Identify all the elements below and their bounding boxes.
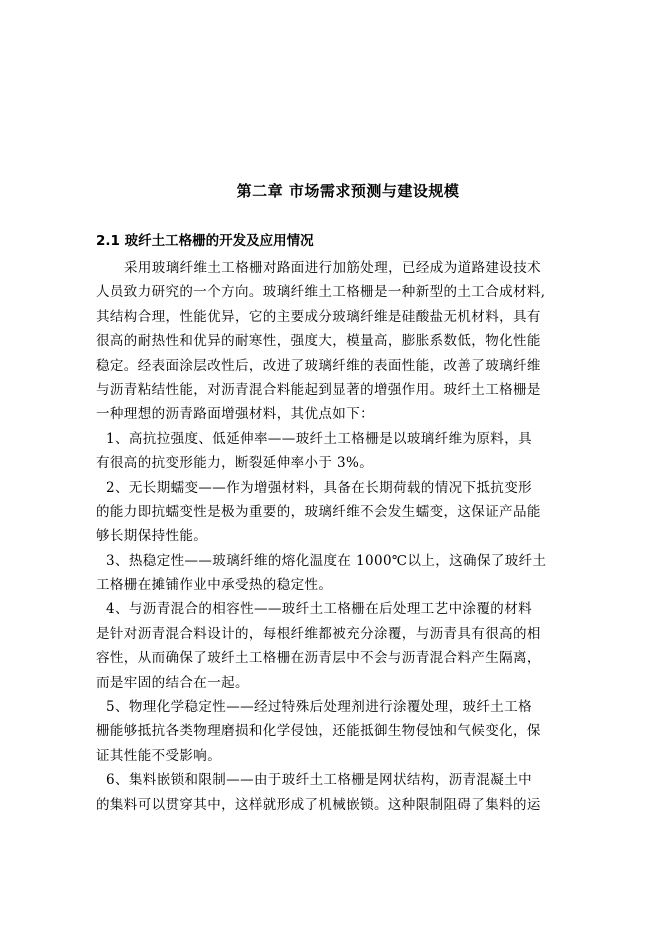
list-item-line: 6、集料嵌锁和限制——由于玻纤土工格栅是网状结构，沥青混凝土中 bbox=[106, 772, 532, 789]
paragraph-line: 稳定。经表面涂层改性后，改进了玻璃纤维的表面性能，改善了玻璃纤维 bbox=[96, 357, 541, 374]
list-item-line: 够长期保持性能。 bbox=[96, 528, 208, 545]
list-item-line: 有很高的抗变形能力，断裂延伸率小于 3%。 bbox=[96, 455, 374, 472]
list-item-line: 的能力即抗蠕变性是极为重要的，玻璃纤维不会发生蠕变，这保证产品能 bbox=[96, 503, 541, 520]
list-item-line: 栅能够抵抗各类物理磨损和化学侵蚀，还能抵御生物侵蚀和气候变化，保 bbox=[96, 723, 541, 740]
paragraph-line: 人员致力研究的一个方向。玻璃纤维土工格栅是一种新型的土工合成材料, bbox=[96, 284, 546, 301]
list-item-line: 是针对沥青混合料设计的，每根纤维都被充分涂覆，与沥青具有很高的相 bbox=[96, 625, 541, 642]
section-heading: 2.1 玻纤土工格栅的开发及应用情况 bbox=[96, 233, 314, 249]
paragraph-line: 其结构合理，性能优异，它的主要成分玻璃纤维是硅酸盐无机材料，具有 bbox=[96, 308, 541, 325]
list-item-line: 而是牢固的结合在一起。 bbox=[96, 674, 249, 691]
list-item-line: 容性，从而确保了玻纤土工格栅在沥青层中不会与沥青混合料产生隔离， bbox=[96, 650, 541, 667]
list-item-line: 4、与沥青混合的相容性——玻纤土工格栅在后处理工艺中涂覆的材料 bbox=[106, 601, 532, 618]
paragraph-line: 很高的耐热性和优异的耐寒性，强度大，模量高，膨胀系数低，物化性能 bbox=[96, 333, 541, 350]
paragraph-line: 一种理想的沥青路面增强材料，其优点如下： bbox=[96, 406, 374, 423]
paragraph-line: 与沥青粘结性能，对沥青混合料能起到显著的增强作用。玻纤土工格栅是 bbox=[96, 381, 541, 398]
list-item-line: 1、高抗拉强度、低延伸率——玻纤土工格栅是以玻璃纤维为原料，具 bbox=[106, 430, 532, 447]
list-item-line: 2、无长期蠕变——作为增强材料，具备在长期荷载的情况下抵抗变形 bbox=[106, 479, 532, 496]
paragraph-line: 采用玻璃纤维土工格栅对路面进行加筋处理，已经成为道路建设技术 bbox=[124, 260, 541, 276]
list-item-line: 3、热稳定性——玻璃纤维的熔化温度在 1000℃以上，这确保了玻纤土 bbox=[106, 552, 547, 569]
list-item-line: 5、物理化学稳定性——经过特殊后处理剂进行涂覆处理，玻纤土工格 bbox=[106, 699, 532, 716]
list-item-line: 工格栅在摊铺作业中承受热的稳定性。 bbox=[96, 577, 333, 594]
list-item-line: 证其性能不受影响。 bbox=[96, 747, 222, 764]
body-text bbox=[96, 256, 596, 817]
list-item-line: 的集料可以贯穿其中，这样就形成了机械嵌锁。这种限制阻碍了集料的运 bbox=[96, 796, 541, 813]
chapter-title: 第二章 市场需求预测与建设规模 bbox=[236, 182, 460, 200]
